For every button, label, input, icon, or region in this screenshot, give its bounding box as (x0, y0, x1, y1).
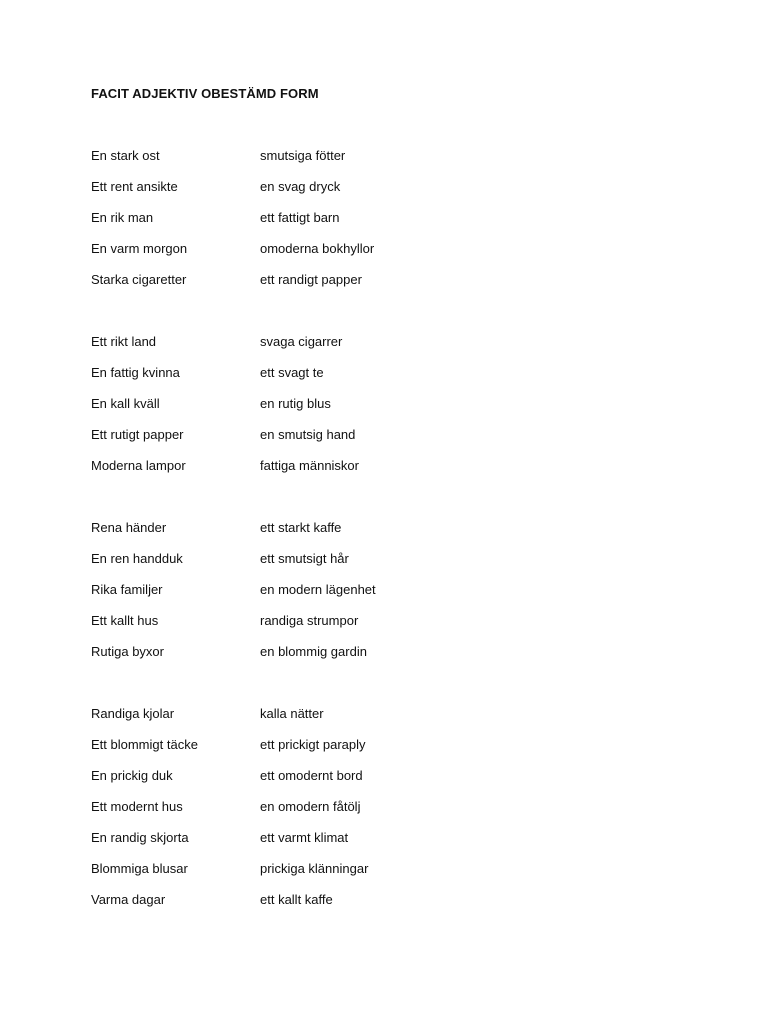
phrase-left: Ett blommigt täcke (91, 737, 198, 752)
phrase-right: ett kallt kaffe (260, 892, 333, 907)
phrase-group (91, 520, 651, 675)
phrase-right: ett varmt klimat (260, 830, 349, 845)
phrase-row (91, 613, 651, 644)
phrase-left: Ett kallt hus (91, 613, 159, 628)
phrase-right: en rutig blus (260, 396, 331, 411)
phrase-row (91, 582, 651, 613)
phrase-left: En rik man (91, 210, 154, 225)
phrase-right: en smutsig hand (260, 427, 356, 442)
phrase-row (91, 737, 651, 768)
phrase-row (91, 520, 651, 551)
phrase-left: En fattig kvinna (91, 365, 180, 380)
phrase-left: Ett rutigt papper (91, 427, 184, 442)
phrase-right: ett fattigt barn (260, 210, 340, 225)
phrase-row (91, 272, 651, 303)
phrase-row (91, 427, 651, 458)
phrase-row (91, 179, 651, 210)
phrase-left: Starka cigaretter (91, 272, 187, 287)
phrase-left: Rika familjer (91, 582, 163, 597)
phrase-right: prickiga klänningar (260, 861, 369, 876)
phrase-row (91, 365, 651, 396)
phrase-left: En prickig duk (91, 768, 173, 783)
phrase-row (91, 768, 651, 799)
phrase-left: Ett modernt hus (91, 799, 183, 814)
phrase-right: fattiga människor (260, 458, 359, 473)
phrase-left: Randiga kjolar (91, 706, 175, 721)
phrase-left: Rena händer (91, 520, 167, 535)
phrase-right: ett omodernt bord (260, 768, 363, 783)
phrase-left: Ett rikt land (91, 334, 157, 349)
phrase-right: ett randigt papper (260, 272, 362, 287)
phrase-row (91, 830, 651, 861)
phrase-left: Ett rent ansikte (91, 179, 178, 194)
phrase-right: en svag dryck (260, 179, 341, 194)
phrase-right: en modern lägenhet (260, 582, 376, 597)
phrase-right: omoderna bokhyllor (260, 241, 375, 256)
phrase-groups (91, 148, 651, 954)
phrase-right: en omodern fåtölj (260, 799, 361, 814)
phrase-row (91, 396, 651, 427)
phrase-row (91, 861, 651, 892)
phrase-row (91, 644, 651, 675)
phrase-left: Varma dagar (91, 892, 166, 907)
phrase-row (91, 458, 651, 489)
phrase-right: ett smutsigt hår (260, 551, 349, 566)
phrase-left: En stark ost (91, 148, 160, 163)
phrase-right: ett starkt kaffe (260, 520, 342, 535)
phrase-left: En kall kväll (91, 396, 160, 411)
phrase-right: ett svagt te (260, 365, 324, 380)
phrase-row (91, 241, 651, 272)
phrase-row (91, 706, 651, 737)
phrase-right: smutsiga fötter (260, 148, 346, 163)
phrase-right: kalla nätter (260, 706, 324, 721)
phrase-row (91, 551, 651, 582)
phrase-left: En ren handduk (91, 551, 183, 566)
phrase-row (91, 892, 651, 923)
phrase-row (91, 210, 651, 241)
document-title: FACIT ADJEKTIV OBESTÄMD FORM (91, 86, 319, 101)
phrase-group (91, 334, 651, 489)
phrase-left: Rutiga byxor (91, 644, 164, 659)
phrase-group (91, 706, 651, 923)
phrase-row (91, 799, 651, 830)
phrase-left: En randig skjorta (91, 830, 189, 845)
phrase-group (91, 148, 651, 303)
phrase-row (91, 334, 651, 365)
phrase-right: svaga cigarrer (260, 334, 343, 349)
phrase-row (91, 148, 651, 179)
phrase-right: en blommig gardin (260, 644, 367, 659)
phrase-left: En varm morgon (91, 241, 188, 256)
phrase-left: Blommiga blusar (91, 861, 188, 876)
phrase-right: randiga strumpor (260, 613, 359, 628)
phrase-right: ett prickigt paraply (260, 737, 366, 752)
phrase-left: Moderna lampor (91, 458, 186, 473)
